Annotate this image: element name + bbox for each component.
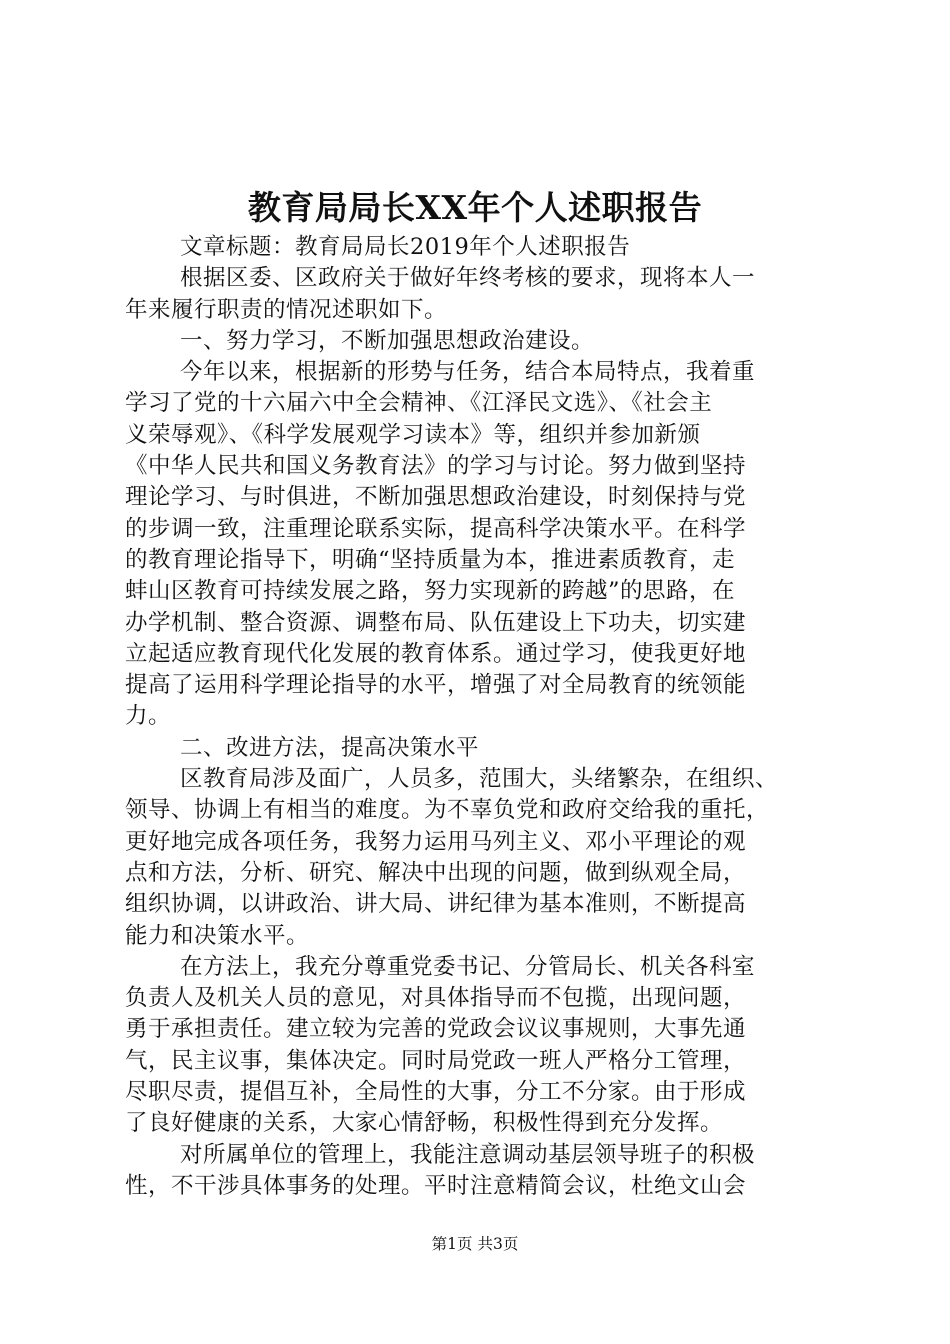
- body-line: 办学机制、整合资源、调整布局、队伍建设上下功夫，切实建: [125, 609, 747, 636]
- body-line: 一、努力学习，不断加强思想政治建设。: [180, 327, 595, 354]
- body-line: 对所属单位的管理上，我能注意调动基层领导班子的积极: [180, 1141, 756, 1168]
- body-line: 的教育理论指导下，明确“坚持质量为本，推进素质教育，走: [125, 546, 736, 573]
- body-line: 力。: [125, 703, 172, 730]
- body-line: 勇于承担责任。建立较为完善的党政会议议事规则，大事先通: [125, 1016, 747, 1043]
- body-line: 能力和决策水平。: [125, 922, 310, 949]
- body-line: 今年以来，根据新的形势与任务，结合本局特点，我着重: [180, 359, 756, 386]
- body-line: 气，民主议事，集体决定。同时局党政一班人严格分工管理，: [125, 1047, 747, 1074]
- body-line: 组织协调，以讲政治、讲大局、讲纪律为基本准则，不断提高: [125, 891, 747, 918]
- body-line: 理论学习、与时俱进，不断加强思想政治建设，时刻保持与党: [125, 484, 747, 511]
- body-line: 在方法上，我充分尊重党委书记、分管局长、机关各科室: [180, 953, 756, 980]
- body-line: 点和方法，分析、研究、解决中出现的问题，做到纵观全局，: [125, 859, 747, 886]
- body-line: 立起适应教育现代化发展的教育体系。通过学习，使我更好地: [125, 640, 747, 667]
- body-line: 性，不干涉具体事务的处理。平时注意精简会议，杜绝文山会: [125, 1172, 747, 1199]
- body-line: 年来履行职责的情况述职如下。: [125, 296, 448, 323]
- body-line: 了良好健康的关系，大家心情舒畅，积极性得到充分发挥。: [125, 1110, 724, 1137]
- body-line: 根据区委、区政府关于做好年终考核的要求，现将本人一: [180, 265, 756, 292]
- body-line: 领导、协调上有相当的难度。为不辜负党和政府交给我的重托，: [125, 797, 770, 824]
- document-body: [125, 232, 825, 1202]
- page-footer: 第1页 共3页: [431, 1235, 519, 1253]
- body-line: 提高了运用科学理论指导的水平，增强了对全局教育的统领能: [125, 672, 747, 699]
- body-line: 更好地完成各项任务，我努力运用马列主义、邓小平理论的观: [125, 828, 747, 855]
- document-title: 教育局局长XX年个人述职报告: [247, 188, 703, 227]
- body-line: 义荣辱观》、《科学发展观学习读本》等，组织并参加新颁: [125, 421, 701, 448]
- body-line: 学习了党的十六届六中全会精神、《江泽民文选》、《社会主: [125, 390, 713, 417]
- body-line: 负责人及机关人员的意见，对具体指导而不包揽，出现问题，: [125, 985, 747, 1012]
- body-line: 区教育局涉及面广，人员多，范围大，头绪繁杂，在组织、: [180, 766, 779, 793]
- body-line: 的步调一致，注重理论联系实际，提高科学决策水平。在科学: [125, 515, 747, 542]
- body-line: 蚌山区教育可持续发展之路，努力实现新的跨越”的思路，在: [125, 578, 736, 605]
- body-line: 尽职尽责，提倡互补，全局性的大事，分工不分家。由于形成: [125, 1079, 747, 1106]
- body-line: 文章标题：教育局局长2019年个人述职报告: [180, 234, 631, 260]
- body-line: 《中华人民共和国义务教育法》的学习与讨论。努力做到坚持: [125, 453, 747, 480]
- body-line: 二、改进方法，提高决策水平: [180, 734, 480, 761]
